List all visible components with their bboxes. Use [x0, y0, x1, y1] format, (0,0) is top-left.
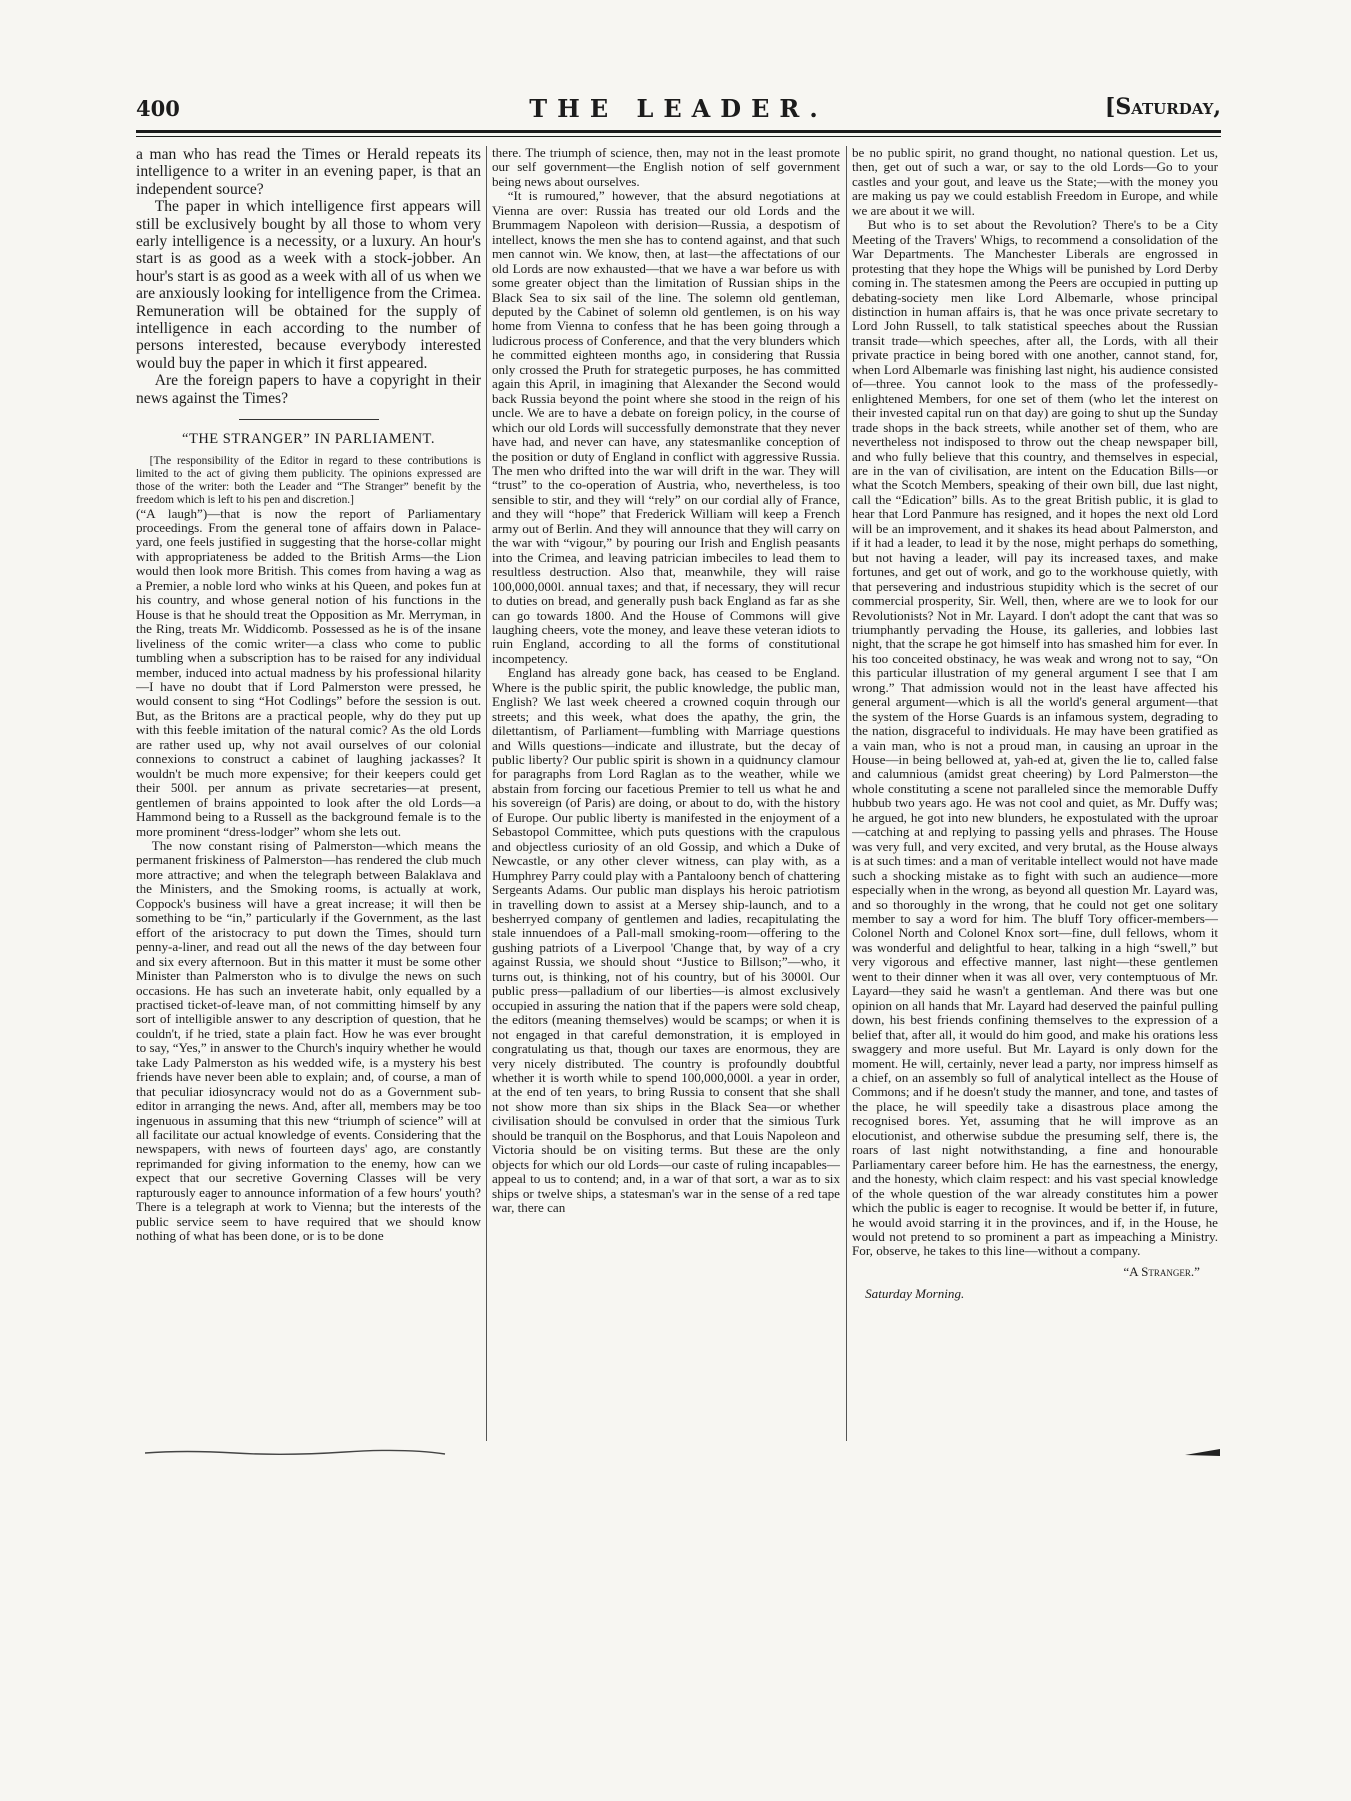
column-2 — [492, 146, 840, 1446]
masthead — [136, 88, 1221, 128]
section-separator — [239, 419, 379, 420]
dateline: Saturday Morning. — [865, 1286, 965, 1302]
header-rule-thick — [136, 130, 1221, 133]
paragraph: “It is rumoured,” however, that the absurd negotiations at Vienna are over: Russia has treated our old Lords and the Brummagem Napoleon with derision—Russia, a despotism of intellect, knows the men she has to contend against, and that such men cannot win. We know, then, at last—the affectations of our old Lords are now exhausted—that we have a war before us with some greater object than the limitation of Russian ships in the Black Sea to six sail of the line. The solemn old gentleman, deputed by the Cabinet of solemn old gentlemen, is on his way home from Vienna to confess that he has been going through a ludicrous process of Conference, and that the very blunders which he committed eighteen months ago, in considering that Russia only crossed the Pruth for strategetic purposes, he has committed again this April, in imagining that Alexander the Second would back Russia beyond the point where she stood in the reign of his uncle. We are to have a debate on foreign policy, in the course of which our old Lords will successfully demonstrate that they never have had, and never can have, any statesmanlike conception of the position or duty of England in conflict with aggressive Russia. The men who drifted into the war will drift in the war. They will “trust” to the co-operation of Austria, who, nevertheless, is too sensible to stir, and they will “rely” on our cordial ally of France, and they will “hope” that Frederick William will keep a French army out of Berlin. And they will announce that they will carry on the war with “vigour,” by pouring our Irish and English peasants into the Crimea, and leaving patrician imbeciles to lead them to resultless destruction. Also that, meanwhile, they will raise 100,000,000l. annual taxes; and that, if necessary, they will recur to duties on bread, and generally push back England as far as she can go towards 1800. And the House of Commons will give laughing cheers, vote the money, and leave these veteran idiots to ruin England, according to all the forms of constitutional incompetency. — [492, 188, 840, 666]
paragraph: Are the foreign papers to have a copyright in their news against the Times? — [136, 372, 481, 407]
header-rule-thin — [136, 136, 1221, 137]
newspaper-title: THE LEADER. — [529, 94, 828, 123]
print-smudge — [145, 1448, 1220, 1456]
signature: “A Stranger.” — [1123, 1263, 1200, 1279]
paragraph: The now constant rising of Palmerston—which means the permanent friskiness of Palmerston—has rendered the club much more attractive; and when the telegraph between Balaklava and the Ministers, and the Smoking rooms, is actually at work, Coppock's business will have a great increase; it will then be something to be “in,” particularly if the Government, as the last effort of the aristocracy to put down the Times, should turn penny-a-liner, and read out all the news of the day between four and six every afternoon. But in this matter it must be some other Minister than Palmerston who is to divulge the news on such occasions. He has such an inveterate habit, only equalled by a practised ticket-of-leave man, of not committing himself by any sort of intelligible answer to any description of question, that he couldn't, if he tried, state a plain fact. How he was ever brought to say, “Yes,” in answer to the Church's inquiry whether he would take Lady Palmerston as his wedded wife, is a mystery his best friends have never been able to explain; and, of course, a man of that peculiar idiosyncracy would not do as a Government sub-editor in arranging the news. And, after all, members may be too ingenuous in assuming that this new “triumph of science” will at all facilitate our actual knowledge of events. Considering that the newspapers, with news of fourteen days' ago, are constantly reprimanded for giving information to the enemy, how can we expect that our secretive Governing Classes will be very rapturously eager to announce information of a few hours' youth? There is a telegraph at work to Vienna; but the interests of the public service seem to have required that we should know nothing of what has been done, or is to be done — [136, 837, 481, 1244]
column-divider — [486, 146, 487, 1441]
page-number: 400 — [136, 96, 180, 121]
paragraph: a man who has read the Times or Herald repeats its intelligence to a writer in an evening paper, is that an independent source? — [136, 146, 481, 198]
paragraph: But who is to set about the Revolution? There's to be a City Meeting of the Travers' Whigs, to recommend a consolidation of the War Departments. The Manchester Liberals are engrossed in protesting that they hope the Whigs will be punished by Lord Derby coming in. The statesmen among the Peers are occupied in putting up debating-society men like Lord Albemarle, whose principal distinction in human affairs is, that he was once private secretary to Lord John Russell, to talk statistical speeches about the Russian transit trade—which speeches, after all, the Lords, with all their private practice in being bored with one another, cannot stand, for, when Lord Albemarle was finishing last night, his audience consisted of—three. You cannot look to the mass of the professedly-enlightened Members, for one set of them (who let the interest on their invested capital run on that day) are going to shut up the Sunday trade shops in the back streets, while another set of them, who are nevertheless not indisposed to throw out the cheap newspaper bill, and who fully believe that this country, and themselves in especial, are in the van of civilisation, are intent on the Education Bills—or what the Scotch Members, speaking of their own bill, due last night, call the “Edication” bills. As to the great British public, it is glad to hear that Lord Panmure has resigned, and it hopes the next old Lord will be an improvement, and it shakes its head about Palmerston, and if it had a leader, to lead it by the nose, might perhaps do something, but not having a leader, will pay its increased taxes, and make fortunes, and get out of work, and go to the workhouse quietly, with that persevering and industrious stupidity which is the secret of our commercial prosperity, Sir. Well, then, where are we to look for our Revolutionists? Not in Mr. Layard. I don't adopt the cant that was so triumphantly pervading the House, its galleries, and lobbies last night, that the scrape he got himself into has smashed him for ever. In his too conceited obstinacy, he was weak and wrong not to say, “On this particular illustration of my general argument I see that I am wrong.” That admission would not in the least have affected his general argument—which is all the world's general argument—that the system of the Horse Guards is an infamous system, degrading to the nation, disgraceful to individuals. He may have been gratified as a vain man, who is not a proud man, in causing an uproar in the House—in being bellowed at, yah-ed at, given the lie to, called false and calumnious (amidst great cheering) by Lord Palmerston—the whole constituting a scene not paralleled since the memorable Duffy hubbub two years ago. He was not cool and quiet, as Mr. Duffy was; he argued, he got into new blunders, he expostulated with the uproar—catching at and replying to passing yells and phrases. The House was very full, and very excited, and very brutal, as the House always is at such times: and a man of veritable intellect would not have made such a shocking mistake as to fight with such an audience—more especially when in the wrong, as beyond all question Mr. Layard was, and so thoroughly in the wrong, that he could not get one solitary member to say a word for him. The bluff Tory officer-members—Colonel North and Colonel Knox sort—fine, dull fellows, whom it was wonderful and delightful to hear, talking in a high “swell,” but very vigorous and effective manner, last night—these gentlemen went to their dinner when it was all over, very contemptuous of Mr. Layard—they said he wasn't a gentleman. And there was but one opinion on all hands that Mr. Layard had deserved the painful pulling down, his best friends confining themselves to the expression of a belief that, after all, it would do him good, and make his orations less swaggery and more useful. But Mr. Layard is only down for the moment. He will, certainly, never lead a party, nor impress himself as a chief, on an assembly so full of analytical intellect as the House of Commons; and if he doesn't study the manner, and tone, and tastes of the place, he will speedily take a disastrous place among the recognised bores. Yet, assuming that he will improve as an elocutionist, and otherwise subdue the presuming self, there is, the roars of last night notwithstanding, a fine and honourable Parliamentary career before him. He has the earnestness, the energy, and the honesty, which claim respect: and his vast special knowledge of the whole question of the war already constitutes him a power which the public is eager to recognise. It would be better if, in future, he would avoid starring it in the provinces, and if, in the House, he would not pretend to so prominent a part as impeaching a Ministry. For, observe, he takes to this line—without a company. — [852, 217, 1218, 1259]
column-divider — [846, 146, 847, 1441]
paragraph: there. The triumph of science, then, may not in the least promote our self government—the English notion of self government being news about ourselves. — [492, 146, 840, 189]
column-1 — [136, 146, 481, 1446]
editor-note: [The responsibility of the Editor in regard to these contributions is limited to the act of giving them publicity. The opinions expressed are those of the writer: both the Leader and “The Stranger” benefit by the freedom which is left to his pen and discretion.] — [136, 454, 481, 506]
paragraph: The paper in which intelligence first appears will still be exclusively bought by all those to whom very early intelligence is a necessity, or a luxury. An hour's start is as good as a week with a stock-jobber. An hour's start is as good as a week with all of us when we are anxiously looking for intelligence from the Crimea. Remuneration will be obtained for the supply of intelligence in each according to the number of persons interested, because everybody interested would buy the paper in which it first appeared. — [136, 198, 481, 372]
paragraph: England has already gone back, has ceased to be England. Where is the public spirit, the public knowledge, the public man, English? We last week cheered a crowned coquin through our streets; and this week, what does the apathy, the grin, the dilettantism, of Parliament—fumbling with Marriage questions and Wills questions—indicate and illustrate, but the decay of public liberty? Our public spirit is shown in a quidnuncy clamour for paragraphs from Lord Raglan as to the weather, while we abstain from forcing our facetious Premier to tell us what he and his sovereign (of Paris) are doing, or about to do, with the history of Europe. Our public liberty is manifested in the enjoyment of a Sebastopol Committee, which puts questions with the crapulous and objectless curiosity of an old Gossip, and which a Duke of Newcastle, or any other clever witness, can play with, as a Humphrey Parry could play with a Pantaloony bench of chattering Sergeants Adams. Our public man displays his heroic patriotism in travelling down to assist at a Mersey ship-launch, and to a besherryed company of gentlemen and ladies, recapitulating the stale innuendoes of a Pall-mall smoking-room—offering to the gushing patriots of a Liverpool 'Change that, by way of a cry against Russia, we should shout “Justice to Billson;”—who, it turns out, is thinking, not of his country, but of his 3000l. Our public press—palladium of our liberties—is almost exclusively occupied in assuring the nation that if the papers were sold cheap, the editors (meaning themselves) would be scamps; or when it is not engaged in that careful demonstration, it is employed in congratulating us that, though our taxes are enormous, they are very nicely distributed. The country is profoundly doubtful whether it is worth while to spend 100,000,000l. a year in order, at the end of ten years, to bring Russia to consent that she shall not show more than six ships in the Black Sea—or whether civilisation should be convulsed in order that the simious Turk should be tranquil on the Bosphorus, and that Louis Napoleon and Victoria should be on visiting terms. But these are the only objects for which our old Lords—our caste of ruling incapables—appeal to us to contend; and, in a war of that sort, a war as to six ships or twelve ships, a statesman's war in the sense of a red tape war, there can — [492, 665, 840, 1216]
paragraph: (“A laugh”)—that is now the report of Parliamentary proceedings. From the general tone of affairs down in Palace-yard, one feels justified in suggesting that the horse-collar might with appropriateness be added to the British Arms—the Lion would then look more British. This comes from having a wag as a Premier, a noble lord who winks at his Queen, and pokes fun at his country, and whose general notion of his functions in the House is that he should treat the Opposition as Mr. Merryman, in the Ring, treats Mr. Widdicomb. Possessed as he is of the insane liveliness of the comic writer—a class who come to public tumbling when a subscription has to be raised for any individual member, induced into actual madness by his professional hilarity—I have no doubt that if Lord Palmerston were pressed, he would consent to sing “Hot Codlings” before the session is out. But, as the Britons are a practical people, why do they put up with this feeble imitation of the natural comic? As the old Lords are rather used up, why not avail ourselves of our colonial connexions to construct a cabinet of laughing jackasses? It wouldn't be much more expensive; for their keepers could get their 500l. per annum as private secretaries—at present, gentlemen of brains appointed to look after the old Lords—a Hammond being to a Russell as the background female is to the more prominent “dress-lodger” whom she lets out. — [136, 505, 481, 839]
section-heading: “THE STRANGER” IN PARLIAMENT. — [182, 431, 435, 448]
issue-day: [Saturday, — [1104, 94, 1221, 120]
paragraph: be no public spirit, no grand thought, no national question. Let us, then, get out of such a war, or say to the old Lords—Go to your castles and your gout, and leave us the State;—with the money you are making us pay we could establish Freedom in Europe, and while we are about it we will. — [852, 146, 1218, 218]
column-3 — [852, 146, 1218, 1446]
copyright-article-end — [136, 146, 481, 407]
